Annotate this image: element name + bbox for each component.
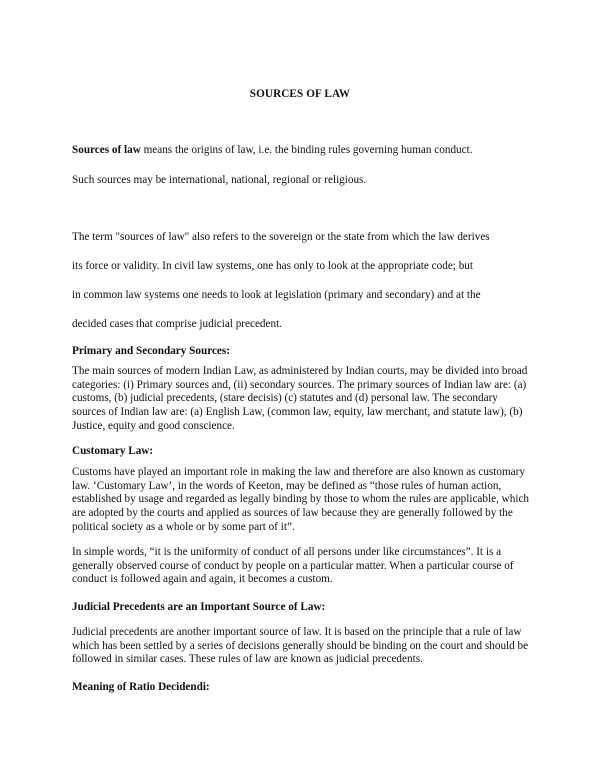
- primary-secondary-heading: Primary and Secondary Sources:: [72, 345, 230, 357]
- intro-line-2: Such sources may be international, national, regional or religious.: [72, 174, 367, 186]
- term-paragraph-line-3: in common law systems one needs to look at legislation (primary and secondary) and at the: [72, 289, 481, 301]
- primary-secondary-paragraph: The main sources of modern Indian Law, as administered by Indian courts, may be divided into broad categories: (i) Primary sources and, (ii) secondary sources. The primary sources of Indian law are: (a) customs, (b) judicial precedents, (stare decisis) (c) statutes and (d) personal law. The secondary sources of Indian law are: (a) English Law, (common law, equity, law merchant, and statute law), (b) Justice, equity and good conscience.: [72, 365, 528, 432]
- judicial-precedents-paragraph: Judicial precedents are another important source of law. It is based on the principle that a rule of law which has been settled by a series of decisions generally should be binding on the court and should be followed in similar cases. These rules of law are known as judicial precedents.: [72, 626, 529, 666]
- intro-line-1-text: means the origins of law, i.e. the binding rules governing human conduct.: [140, 144, 473, 156]
- term-paragraph-line-1: The term "sources of law" also refers to the sovereign or the state from which the law derives: [72, 231, 490, 243]
- customary-law-paragraph-1: Customs have played an important role in making the law and therefore are also known as customary law. ‘Customary Law’, in the words of Keeton, may be defined as “those rules of human action, established by usage and regarded as legally binding by those to whom the rules are applicable, which are adopted by the courts and applied as sources of law because they are generally followed by the political society as a whole or by some part of it”.: [72, 466, 529, 533]
- intro-line-1: [72, 143, 473, 157]
- customary-law-heading: Customary Law:: [72, 445, 154, 457]
- term-paragraph-line-2: its force or validity. In civil law systems, one has only to look at the appropriate code; but: [72, 260, 473, 272]
- document-title: SOURCES OF LAW: [249, 88, 351, 100]
- customary-law-paragraph-2: In simple words, “it is the uniformity of conduct of all persons under like circumstances”. It is a generally observed course of conduct by people on a particular matter. When a particular course of conduct is followed again and again, it becomes a custom.: [72, 546, 514, 586]
- intro-bold-term: Sources of law: [72, 144, 141, 156]
- term-paragraph-line-4: decided cases that comprise judicial precedent.: [72, 318, 282, 330]
- ratio-decidendi-heading: Meaning of Ratio Decidendi:: [72, 681, 210, 693]
- judicial-precedents-heading: Judicial Precedents are an Important Source of Law:: [72, 601, 326, 613]
